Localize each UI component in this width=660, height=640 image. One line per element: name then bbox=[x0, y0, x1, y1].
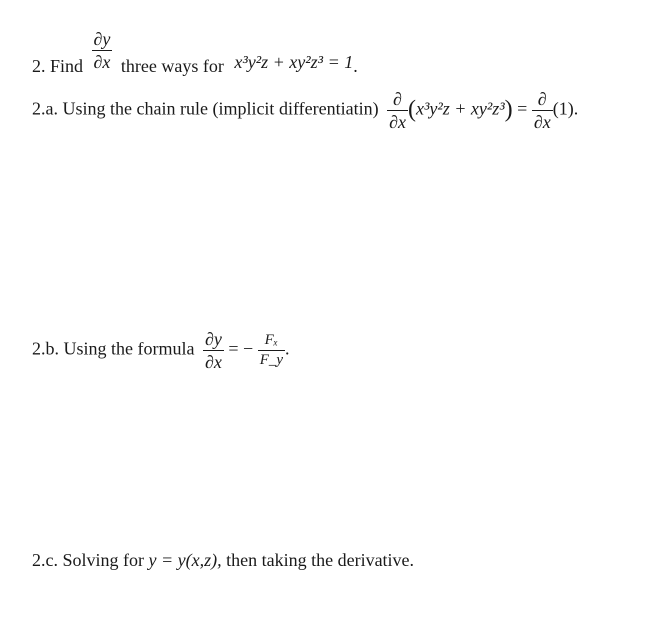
part-b-text: 2.b. Using the formula bbox=[32, 338, 195, 359]
part-c-expression: y = y(x,z), bbox=[148, 550, 222, 570]
part-c-suffix: then taking the derivative. bbox=[226, 550, 415, 570]
dy-dx-fraction-b bbox=[203, 330, 224, 371]
partial-x-operator bbox=[387, 90, 408, 131]
part-c-prefix: 2.c. Solving for bbox=[32, 550, 144, 570]
problem-equation: x³y²z + xy²z³ = 1 bbox=[234, 52, 354, 72]
part-a-end: . bbox=[573, 98, 579, 119]
part-a-text: 2.a. Using the chain rule (implicit differentiatin) bbox=[32, 98, 379, 119]
problem-mid-text: three ways for bbox=[120, 56, 224, 76]
fx-over-fy-fraction bbox=[258, 333, 285, 368]
part-a bbox=[32, 90, 578, 131]
fraction-b-numerator: ∂y bbox=[204, 329, 222, 349]
operator-denominator: ∂x bbox=[389, 112, 406, 132]
dy-dx-fraction bbox=[92, 30, 113, 71]
part-a-inner-expression: x³y²z + xy²z³ bbox=[415, 98, 505, 119]
fraction-denominator: ∂x bbox=[93, 52, 111, 72]
fy-denominator: F_y bbox=[259, 352, 284, 368]
part-c bbox=[32, 550, 414, 571]
operator-rhs-numerator: ∂ bbox=[532, 90, 553, 111]
operator-numerator: ∂ bbox=[387, 90, 408, 111]
equals-minus: = − bbox=[228, 338, 254, 359]
fx-numerator: Fₓ bbox=[258, 333, 285, 351]
problem-prefix: 2. Find bbox=[32, 56, 84, 76]
left-paren: ( bbox=[407, 96, 416, 123]
problem-end: . bbox=[353, 56, 358, 76]
problem-statement bbox=[32, 30, 358, 77]
part-b-end: . bbox=[285, 338, 290, 359]
part-a-rhs: (1) bbox=[552, 98, 574, 119]
equals-sign: = bbox=[517, 98, 528, 119]
operator-rhs-denominator: ∂x bbox=[533, 112, 551, 132]
right-paren: ) bbox=[504, 96, 513, 123]
part-b bbox=[32, 330, 290, 371]
partial-x-operator-rhs bbox=[532, 90, 553, 131]
fraction-b-denominator: ∂x bbox=[204, 352, 222, 372]
fraction-numerator: ∂y bbox=[93, 29, 111, 49]
